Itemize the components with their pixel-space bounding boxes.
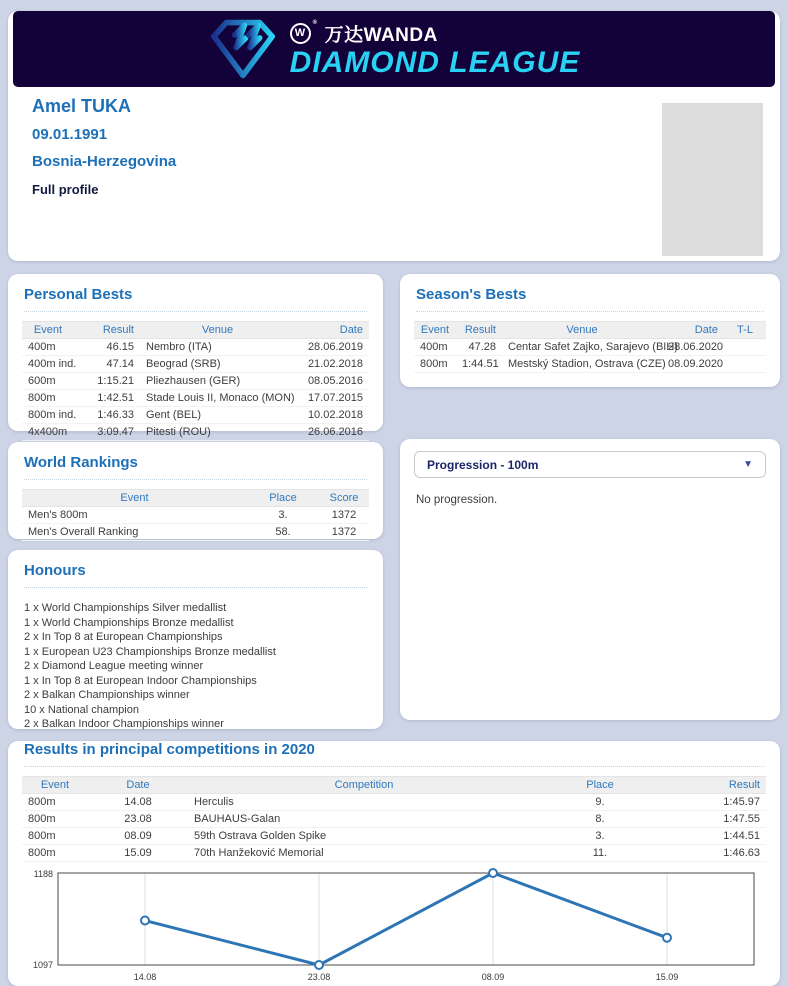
honour-item: 1 x European U23 Championships Bronze medallist xyxy=(24,645,276,658)
table-row xyxy=(414,356,766,373)
progression-dropdown[interactable] xyxy=(414,451,766,478)
column-header: Score xyxy=(319,490,369,507)
table-row xyxy=(22,339,369,356)
profile-card xyxy=(8,11,780,261)
table-cell: 1:46.63 xyxy=(660,845,766,862)
cards-grid xyxy=(8,274,780,729)
table-cell: 1:47.55 xyxy=(660,811,766,828)
results-2020-table xyxy=(22,776,766,862)
table-cell: Men's 800m xyxy=(22,507,247,524)
table-cell: 21.02.2018 xyxy=(295,356,369,373)
table-cell: 15.09 xyxy=(88,845,188,862)
table-cell: 59th Ostrava Golden Spike xyxy=(188,828,540,845)
table-row xyxy=(414,339,766,356)
full-profile-link[interactable]: Full profile xyxy=(32,182,99,197)
honours-list xyxy=(24,601,367,732)
table-cell xyxy=(724,339,766,356)
table-row xyxy=(22,524,369,541)
honour-item: 1 x World Championships Silver medallist xyxy=(24,602,227,614)
honour-item: 2 x Balkan Championships winner xyxy=(24,689,190,701)
table-cell: 1:44.51 xyxy=(456,356,502,373)
table-cell: 1:15.21 xyxy=(74,373,140,390)
x-axis-tick: 23.08 xyxy=(307,972,331,982)
table-cell: 800m xyxy=(22,794,88,811)
table-row xyxy=(22,811,766,828)
wanda-row xyxy=(290,20,438,47)
x-axis-tick: 14.08 xyxy=(133,972,157,982)
table-cell: 47.14 xyxy=(74,356,140,373)
table-cell: 1372 xyxy=(319,524,369,541)
table-cell: 58. xyxy=(247,524,319,541)
column-header: Venue xyxy=(140,322,295,339)
column-header: Result xyxy=(456,322,502,339)
y-axis-tick: 1188 xyxy=(33,869,53,879)
table-header-row xyxy=(22,777,766,794)
column-header: Venue xyxy=(502,322,662,339)
seasons-bests-title: Season's Bests xyxy=(416,286,764,312)
seasons-bests-table xyxy=(414,321,766,373)
table-row xyxy=(22,507,369,524)
table-cell: 800m xyxy=(22,828,88,845)
chart-point[interactable] xyxy=(141,917,149,925)
column-header: Event xyxy=(22,777,88,794)
y-axis-tick: 1097 xyxy=(32,960,53,970)
column-header: Place xyxy=(540,777,660,794)
table-cell: Herculis xyxy=(188,794,540,811)
personal-bests-title: Personal Bests xyxy=(24,286,367,312)
table-cell: 800m xyxy=(22,390,74,407)
table-cell: 08.09.2020 xyxy=(662,356,724,373)
athlete-name: Amel TUKA xyxy=(32,96,132,116)
table-cell: 26.06.2016 xyxy=(295,424,369,441)
table-cell: 11. xyxy=(540,845,660,862)
table-cell: Gent (BEL) xyxy=(140,407,295,424)
table-cell: Men's Overall Ranking xyxy=(22,524,247,541)
wanda-wordmark: 万达WANDA xyxy=(324,24,438,46)
table-header-row xyxy=(22,490,369,507)
table-row xyxy=(22,794,766,811)
no-progression-message: No progression. xyxy=(416,494,498,506)
athlete-birthdate: 09.01.1991 xyxy=(32,126,108,143)
honour-item: 2 x In Top 8 at European Championships xyxy=(24,631,223,643)
diamond-league-logo-icon xyxy=(208,17,278,81)
column-header: Place xyxy=(247,490,319,507)
table-cell: 9. xyxy=(540,794,660,811)
table-cell: 70th Hanžeković Memorial xyxy=(188,845,540,862)
honour-item: 2 x Balkan Indoor Championships winner xyxy=(24,718,224,730)
table-row xyxy=(22,356,369,373)
world-rankings-card xyxy=(8,442,383,539)
registered-mark: ® xyxy=(312,19,318,26)
table-cell: 8. xyxy=(540,811,660,828)
table-cell: 4x400m xyxy=(22,424,74,441)
table-cell: 10.02.2018 xyxy=(295,407,369,424)
table-row xyxy=(22,373,369,390)
progression-dropdown-label: Progression - 100m xyxy=(427,457,539,472)
table-cell xyxy=(724,356,766,373)
honours-title: Honours xyxy=(24,562,367,588)
honour-item: 2 x Diamond League meeting winner xyxy=(24,660,204,672)
table-cell: 46.15 xyxy=(74,339,140,356)
column-header: T-L xyxy=(724,322,766,339)
table-cell: Beograd (SRB) xyxy=(140,356,295,373)
table-cell: Nembro (ITA) xyxy=(140,339,295,356)
table-header-row xyxy=(22,322,369,339)
table-cell: 1:42.51 xyxy=(74,390,140,407)
table-cell: 1:44.51 xyxy=(660,828,766,845)
table-cell: 1:46.33 xyxy=(74,407,140,424)
table-header-row xyxy=(414,322,766,339)
chart-line xyxy=(145,873,667,965)
table-cell: 08.09 xyxy=(88,828,188,845)
table-cell: 400m xyxy=(414,339,456,356)
wanda-emblem-icon: W xyxy=(290,23,311,44)
honour-item: 1 x World Championships Bronze medallist xyxy=(24,616,234,629)
progression-card xyxy=(400,439,780,720)
column-header: Event xyxy=(414,322,456,339)
table-cell: 17.07.2015 xyxy=(295,390,369,407)
right-column xyxy=(400,274,780,720)
column-header: Event xyxy=(22,490,247,507)
athlete-country: Bosnia-Herzegovina xyxy=(32,153,177,170)
column-header: Event xyxy=(22,322,74,339)
table-cell: Stade Louis II, Monaco (MON) xyxy=(140,390,295,407)
table-cell: 14.08 xyxy=(88,794,188,811)
table-row xyxy=(22,828,766,845)
table-cell: 800m xyxy=(22,845,88,862)
progression-chart xyxy=(24,867,764,985)
column-header: Result xyxy=(74,322,140,339)
chevron-down-icon: ▼ xyxy=(743,459,753,470)
chart-point[interactable] xyxy=(315,961,323,969)
table-row xyxy=(22,424,369,441)
diamond-league-wordmark: DIAMOND LEAGUE xyxy=(289,45,581,79)
table-cell: 400m ind. xyxy=(22,356,74,373)
table-cell: 1372 xyxy=(319,507,369,524)
column-header: Date xyxy=(295,322,369,339)
table-cell: 28.06.2020 xyxy=(662,339,724,356)
diamond-league-banner[interactable] xyxy=(13,11,775,87)
table-cell: 08.05.2016 xyxy=(295,373,369,390)
table-cell: 23.08 xyxy=(88,811,188,828)
table-cell: 3:09.47 xyxy=(74,424,140,441)
results-2020-card xyxy=(8,741,780,986)
athlete-photo-placeholder xyxy=(662,103,763,256)
x-axis-tick: 15.09 xyxy=(655,972,679,982)
column-header: Date xyxy=(662,322,724,339)
table-cell: 800m ind. xyxy=(22,407,74,424)
table-cell: 800m xyxy=(414,356,456,373)
table-cell: Centar Safet Zajko, Sarajevo (BIH) xyxy=(502,339,662,356)
progression-chart-svg xyxy=(24,867,764,985)
world-rankings-table xyxy=(22,489,369,541)
table-cell: 600m xyxy=(22,373,74,390)
honour-item: 10 x National champion xyxy=(24,703,139,716)
left-column xyxy=(8,274,383,729)
table-cell: 47.28 xyxy=(456,339,502,356)
table-cell: 28.06.2019 xyxy=(295,339,369,356)
chart-point[interactable] xyxy=(489,869,497,877)
seasons-bests-card xyxy=(400,274,780,387)
column-header: Date xyxy=(88,777,188,794)
results-2020-title: Results in principal competitions in 2020 xyxy=(24,741,764,767)
table-row xyxy=(22,407,369,424)
table-cell: 800m xyxy=(22,811,88,828)
table-cell: 400m xyxy=(22,339,74,356)
personal-bests-table xyxy=(22,321,369,441)
table-cell: 1:45.97 xyxy=(660,794,766,811)
chart-point[interactable] xyxy=(663,934,671,942)
x-axis-tick: 08.09 xyxy=(481,972,505,982)
table-row xyxy=(22,390,369,407)
table-cell: 3. xyxy=(247,507,319,524)
honours-card xyxy=(8,550,383,729)
table-cell: 3. xyxy=(540,828,660,845)
world-rankings-title: World Rankings xyxy=(24,454,367,480)
logo-text-block xyxy=(290,20,581,79)
column-header: Competition xyxy=(188,777,540,794)
table-cell: Mestský Stadion, Ostrava (CZE) xyxy=(502,356,662,373)
personal-bests-card xyxy=(8,274,383,438)
table-cell: BAUHAUS-Galan xyxy=(188,811,540,828)
table-cell: Pliezhausen (GER) xyxy=(140,373,295,390)
table-row xyxy=(22,845,766,862)
honour-item: 1 x In Top 8 at European Indoor Championships xyxy=(24,674,257,687)
column-header: Result xyxy=(660,777,766,794)
table-cell: Pitesti (ROU) xyxy=(140,424,295,441)
